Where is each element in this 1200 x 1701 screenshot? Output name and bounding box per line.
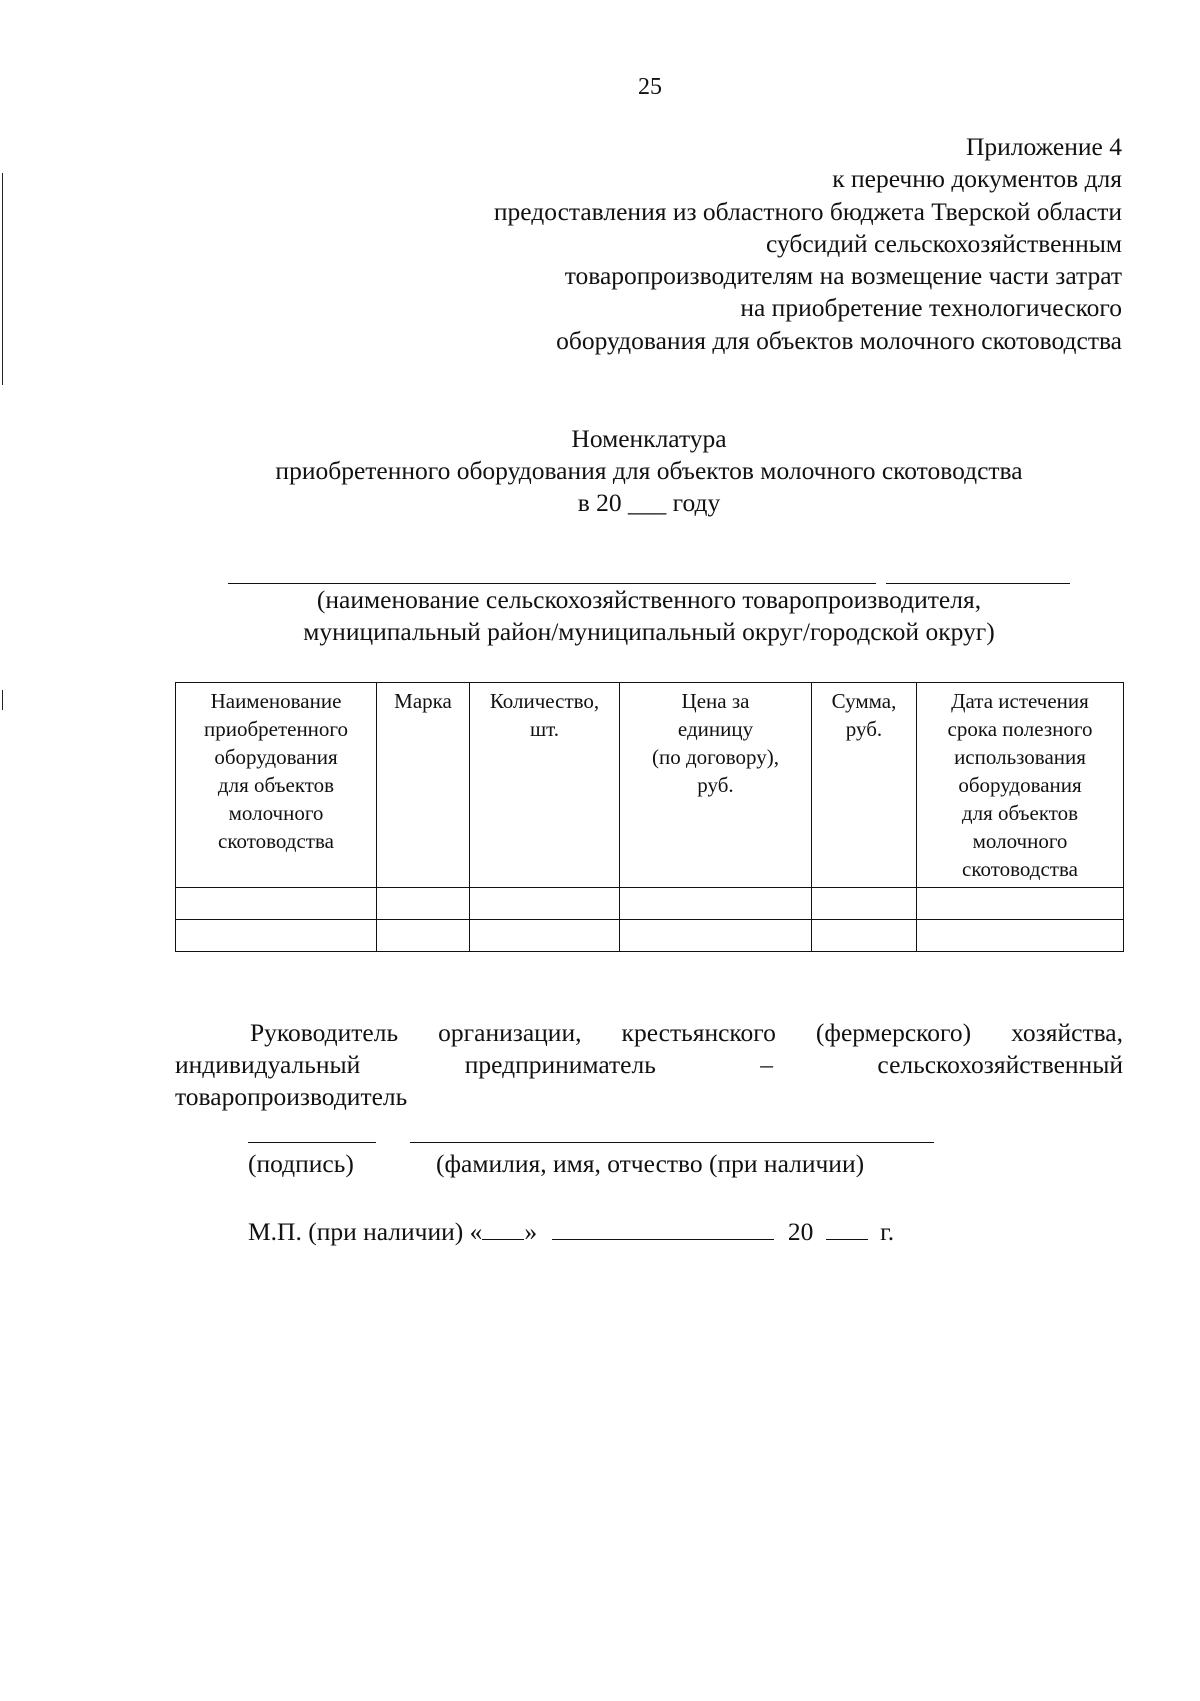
signatory-line: товаропроизводитель	[175, 1082, 408, 1111]
column-header-unit-price: Цена за единицу (по договору), руб.	[620, 683, 812, 888]
stamp-label: М.П. (при наличии) «	[248, 1217, 483, 1246]
table-cell[interactable]	[620, 888, 812, 920]
producer-caption	[174, 584, 1124, 648]
appendix-header	[322, 131, 1122, 357]
appendix-line: предоставления из областного бюджета Тверской области	[493, 196, 1122, 226]
close-quote: »	[524, 1217, 538, 1246]
appendix-line: товаропроизводителям на возмещение части затрат	[564, 261, 1122, 291]
table-cell[interactable]	[812, 920, 917, 952]
producer-caption-line: (наименование сельскохозяйственного товаропроизводителя,	[316, 585, 982, 614]
table-cell[interactable]	[917, 888, 1124, 920]
table-cell[interactable]	[470, 888, 620, 920]
table-cell[interactable]	[176, 920, 377, 952]
document-title	[174, 423, 1124, 519]
title-year-line: в 20 ___ году	[577, 488, 721, 517]
column-header-quantity: Количество, шт.	[470, 683, 620, 888]
signatory-line: Руководитель организации, крестьянского (фермерского) хозяйства,	[250, 1018, 1123, 1047]
scan-margin-mark	[2, 173, 3, 385]
signatory-line: индивидуальный предприниматель – сельскохозяйственный	[175, 1050, 1123, 1079]
table-header-row	[176, 683, 1124, 888]
column-header-equipment-name: Наименование приобретенного оборудования для объектов молочного скотоводства	[176, 683, 377, 888]
signatory-paragraph	[175, 1017, 1123, 1113]
title-line: Номенклатура	[571, 424, 727, 453]
table-cell[interactable]	[377, 920, 470, 952]
appendix-line: к перечню документов для	[832, 164, 1122, 194]
appendix-line: на приобретение технологического	[740, 293, 1122, 323]
column-header-brand: Марка	[377, 683, 470, 888]
table-cell[interactable]	[917, 920, 1124, 952]
table-cell[interactable]	[176, 888, 377, 920]
signature-blank[interactable]	[248, 1142, 376, 1143]
full-name-blank[interactable]	[410, 1142, 934, 1143]
producer-caption-line: муниципальный район/муниципальный округ/городской округ)	[303, 617, 995, 646]
column-header-sum: Сумма, руб.	[812, 683, 917, 888]
table-cell[interactable]	[620, 920, 812, 952]
year-prefix: 20	[787, 1217, 814, 1246]
appendix-line: субсидий сельскохозяйственным	[765, 228, 1122, 258]
appendix-line: оборудования для объектов молочного скотоводства	[556, 325, 1122, 355]
table-row	[176, 920, 1124, 952]
appendix-line: Приложение 4	[966, 132, 1122, 161]
day-blank[interactable]	[482, 1215, 524, 1240]
full-name-caption: (фамилия, имя, отчество (при наличии)	[436, 1149, 865, 1178]
table-cell[interactable]	[812, 888, 917, 920]
page-number: 25	[638, 74, 662, 100]
title-line: приобретенного оборудования для объектов молочного скотоводства	[275, 456, 1023, 485]
nomenclature-table	[175, 682, 1124, 952]
table-cell[interactable]	[377, 888, 470, 920]
year-blank[interactable]	[826, 1215, 868, 1240]
table-row	[176, 888, 1124, 920]
month-blank[interactable]	[552, 1215, 774, 1240]
column-header-expiry-date: Дата истечения срока полезного использования оборудования для объектов молочного скотоводства	[917, 683, 1124, 888]
signature-caption: (подпись)	[248, 1149, 354, 1178]
year-suffix: г.	[880, 1217, 895, 1246]
stamp-date-row	[248, 1215, 894, 1248]
table-cell[interactable]	[470, 920, 620, 952]
scan-margin-mark	[2, 690, 3, 710]
